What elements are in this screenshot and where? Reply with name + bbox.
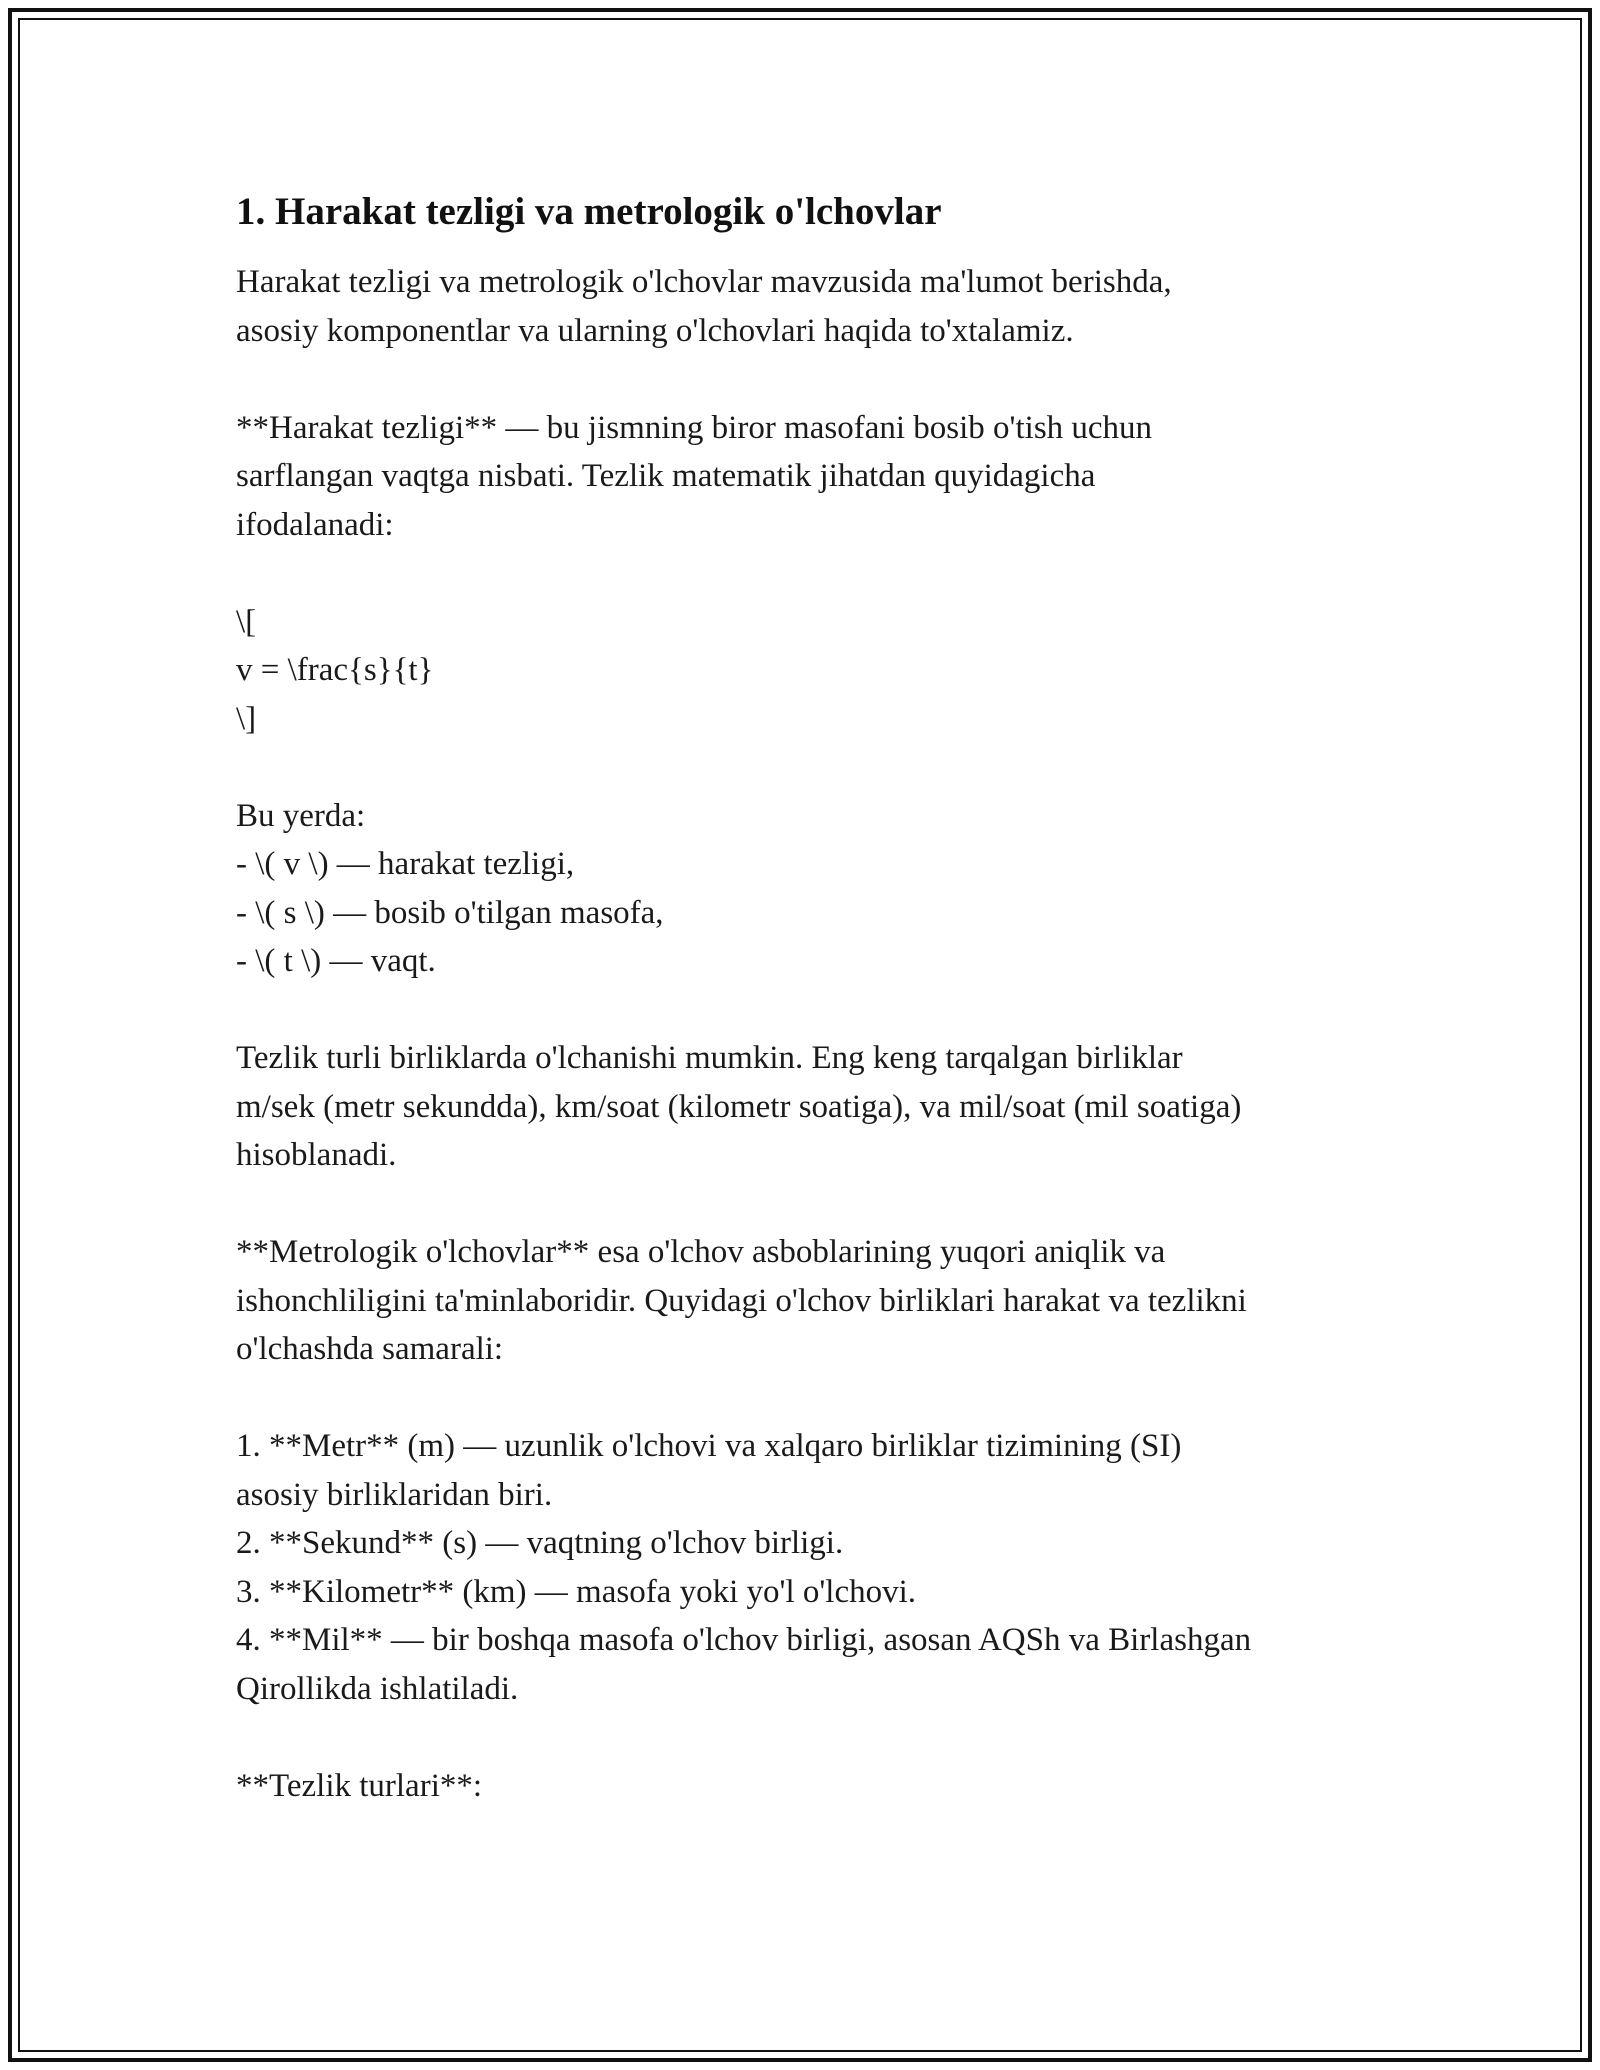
blank-line [236,1713,1386,1762]
text-line: \[ [236,603,257,640]
text-line: - \( s \) — bosib o'tilgan masofa, [236,894,664,931]
text-line: hisoblanadi. [236,1137,397,1173]
text-line: - \( t \) — vaqt. [236,943,436,979]
text-line: o'lchashda samarali: [236,1331,504,1367]
text-line: **Tezlik turlari**: [236,1767,483,1804]
text-line: v = \frac{s}{t} [236,652,434,688]
document-title: 1. Harakat tezligi va metrologik o'lchovlar [236,190,942,233]
text-line: Bu yerda: [236,797,366,834]
text-line: - \( v \) — harakat tezligi, [236,846,575,882]
text-line: 1. **Metr** (m) — uzunlik o'lchovi va xalqaro birliklar tizimining (SI) [236,1428,1182,1464]
text-line: 3. **Kilometr** (km) — masofa yoki yo'l o'lchovi. [236,1573,917,1610]
text-line: Tezlik turli birliklarda o'lchanishi mumkin. Eng keng tarqalgan birliklar [236,1040,1183,1076]
text-line: \] [236,700,257,737]
text-line: **Metrologik o'lchovlar** esa o'lchov asboblarining yuqori aniqlik va [236,1234,1166,1270]
blank-line [236,1180,1386,1229]
text-line: asosiy komponentlar va ularning o'lchovlari haqida to'xtalamiz. [236,312,1074,349]
document-text [236,258,1386,1810]
blank-line [236,549,1386,598]
text-line: Qirollikda ishlatiladi. [236,1670,519,1707]
text-line: ishonchliligini ta'minlaboridir. Quyidagi o'lchov birliklari harakat va tezlikni [236,1282,1247,1319]
text-line: m/sek (metr sekundda), km/soat (kilometr soatiga), va mil/soat (mil soatiga) [236,1088,1242,1125]
text-line: ifodalanadi: [236,506,394,543]
text-line: 2. **Sekund** (s) — vaqtning o'lchov birligi. [236,1525,844,1561]
text-line: asosiy birliklaridan biri. [236,1476,553,1513]
blank-line [236,1374,1386,1423]
text-line: Harakat tezligi va metrologik o'lchovlar mavzusida ma'lumot berishda, [236,264,1172,300]
text-line: sarflangan vaqtga nisbati. Tezlik matematik jihatdan quyidagicha [236,458,1096,494]
document-body [236,186,1386,1810]
blank-line [236,986,1386,1035]
text-line: 4. **Mil** — bir boshqa masofa o'lchov birligi, asosan AQSh va Birlashgan [236,1622,1252,1658]
blank-line [236,743,1386,792]
text-line: **Harakat tezligi** — bu jismning biror masofani bosib o'tish uchun [236,409,1153,446]
blank-line [236,355,1386,404]
